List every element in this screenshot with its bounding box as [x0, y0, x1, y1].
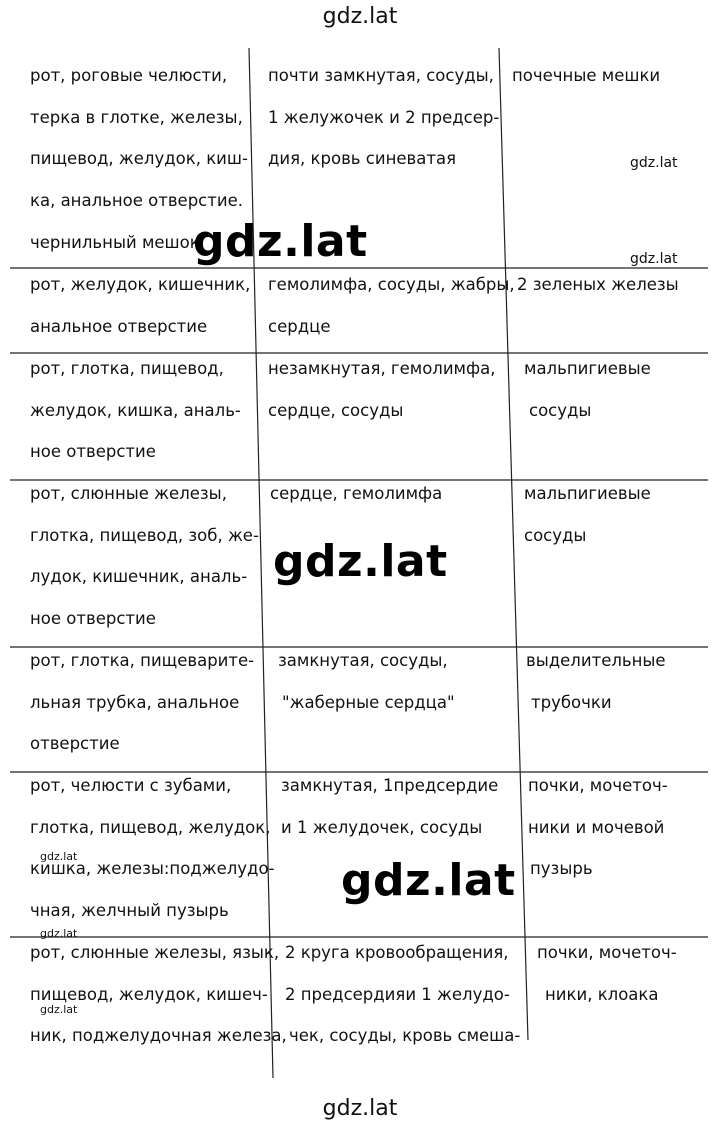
row-6-circulatory	[281, 765, 498, 848]
table-cell-line: 2 круга кровообращения,	[285, 943, 509, 962]
row-7-digestive	[30, 932, 287, 1057]
table-cell-line: терка в глотке, железы,	[30, 107, 243, 127]
row-1-excretory	[512, 55, 660, 97]
row-1-circulatory	[268, 55, 499, 180]
table-cell-line: рот, глотка, пищевод,	[30, 359, 224, 378]
table-cell-line: рот, желудок, кишечник,	[30, 275, 251, 294]
table-cell-line: сосуды	[524, 525, 587, 545]
table-cell-line: почти замкнутая, сосуды,	[268, 66, 494, 85]
table-cell-line: глотка, пищевод, зоб, же-	[30, 525, 259, 545]
row-3-digestive	[30, 348, 241, 473]
row-4-circulatory	[270, 473, 442, 515]
table-cell-line: ник, поджелудочная железа,	[30, 1026, 287, 1046]
row-2-circulatory	[268, 264, 515, 347]
table-cell-line: желудок, кишка, аналь-	[30, 400, 241, 420]
row-3-circulatory	[268, 348, 495, 431]
table-cell-line: ка, анальное отверстие.	[30, 191, 243, 211]
row-3-excretory	[524, 348, 651, 431]
table-cell-line: почки, мочеточ-	[537, 943, 677, 962]
row-6-excretory	[528, 765, 668, 890]
table-cell-line: рот, роговые челюсти,	[30, 66, 228, 85]
table-cell-line: замкнутая, 1предсердие	[281, 776, 499, 795]
table-cell-line: рот, слюнные железы, язык,	[30, 943, 280, 962]
table-cell-line: чек, сосуды, кровь смеша-	[289, 1026, 521, 1046]
table-cell-line: отверстие	[30, 734, 120, 754]
table-cell-line: пищевод, желудок, киш-	[30, 149, 248, 169]
table-cell-line: мальпигиевые	[524, 359, 651, 378]
table-cell-line: гемолимфа, сосуды, жабры,	[268, 275, 515, 294]
watermark-top: gdz.lat	[322, 4, 398, 29]
table-cell-line: рот, челюсти с зубами,	[30, 776, 232, 795]
table-cell-line: ники, клоака	[545, 984, 659, 1004]
table-cell-line: пузырь	[530, 859, 593, 879]
table-cell-line: ное отверстие	[30, 609, 156, 629]
table-cell-line: замкнутая, сосуды,	[278, 651, 448, 670]
row-5-excretory	[526, 640, 666, 723]
table-cell-line: чная, желчный пузырь	[30, 901, 229, 921]
watermark-big: gdz.lat	[273, 536, 448, 587]
table-cell-line: 2 предсердияи 1 желудо-	[285, 984, 510, 1004]
table-cell-line: трубочки	[531, 692, 612, 712]
table-cell-line: рот, слюнные железы,	[30, 484, 227, 503]
table-cell-line: незамкнутая, гемолимфа,	[268, 359, 496, 378]
watermark-tiny: gdz.lat	[40, 927, 78, 940]
row-7-excretory	[537, 932, 677, 1015]
table-cell-line: лудок, кишечник, аналь-	[30, 567, 248, 587]
watermark-big: gdz.lat	[341, 855, 516, 906]
watermark-small: gdz.lat	[630, 155, 678, 171]
table-cell-line: анальное отверстие	[30, 316, 208, 336]
row-2-excretory	[517, 264, 679, 306]
table-cell-line: сосуды	[529, 400, 592, 420]
watermark-bottom: gdz.lat	[322, 1096, 398, 1121]
table-cell-line: выделительные	[526, 651, 666, 670]
table-cell-line: рот, глотка, пищеварите-	[30, 651, 255, 670]
table-cell-line: 1 желужочек и 2 предсер-	[268, 107, 500, 127]
row-5-digestive	[30, 640, 254, 765]
table-cell-line: ное отверстие	[30, 442, 156, 462]
table-cell-line: пищевод, желудок, кишеч-	[30, 984, 268, 1004]
watermark-tiny: gdz.lat	[40, 850, 78, 863]
table-cell-line: "жаберные сердца"	[282, 692, 455, 712]
row-6-digestive	[30, 765, 275, 932]
row-4-digestive	[30, 473, 259, 640]
table-cell-line: льная трубка, анальное	[30, 692, 240, 712]
table-cell-line: чернильный мешок	[30, 232, 200, 252]
table-cell-line: сердце, гемолимфа	[270, 484, 443, 503]
table-cell-line: ники и мочевой	[528, 817, 665, 837]
watermark-small: gdz.lat	[630, 251, 678, 267]
row-4-excretory	[524, 473, 651, 556]
table-cell-line: мальпигиевые	[524, 484, 651, 503]
watermark-big: gdz.lat	[193, 216, 368, 267]
table-cell-line: почки, мочеточ-	[528, 776, 668, 795]
table-cell-line: сердце, сосуды	[268, 400, 404, 420]
row-5-circulatory	[276, 640, 455, 723]
row-7-circulatory	[285, 932, 520, 1057]
table-cell-line: и 1 желудочек, сосуды	[281, 817, 483, 837]
table-cell-line: кишка, железы:поджелудо-	[30, 859, 275, 879]
table-cell-line: почечные мешки	[512, 66, 661, 85]
watermark-tiny: gdz.lat	[40, 1003, 78, 1016]
table-cell-line: глотка, пищевод, желудок,	[30, 817, 271, 837]
table-cell-line: дия, кровь синеватая	[268, 149, 456, 169]
table-cell-line: 2 зеленых железы	[517, 275, 679, 294]
table-cell-line: сердце	[268, 316, 331, 336]
row-2-digestive	[30, 264, 250, 347]
